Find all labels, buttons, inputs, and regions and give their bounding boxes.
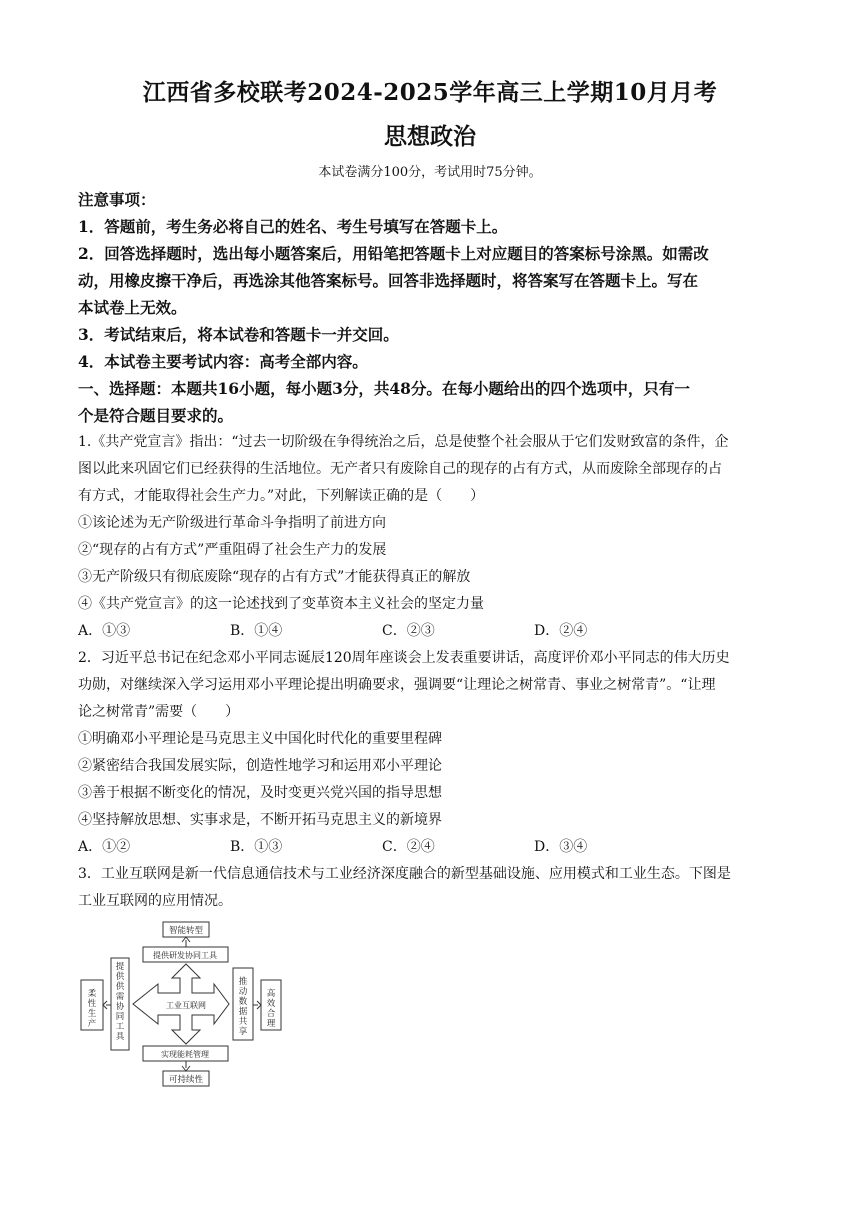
q2-stem: 功勋，对继续深入学习运用邓小平理论提出明确要求，强调要“让理论之树常青、事业之树常青”。“让理 xyxy=(78,677,716,693)
q2-option-c: C．②④ xyxy=(382,839,435,855)
q2-option-b: B．①③ xyxy=(230,839,283,855)
q2-option-d: D．③④ xyxy=(534,839,588,855)
q2-statement: ②紧密结合我国发展实际，创造性地学习和运用邓小平理论 xyxy=(78,758,442,774)
bottom-box-text: 可持续性 xyxy=(168,1075,204,1085)
q2-statement: ①明确邓小平理论是马克思主义中国化时代化的重要里程碑 xyxy=(78,731,442,747)
exam-info: 本试卷满分100分，考试用时75分钟。 xyxy=(318,165,542,180)
top-box-text: 智能转型 xyxy=(168,926,204,936)
q1-option-a: A．①③ xyxy=(78,623,131,639)
q2-stem: 论之树常青”需要（ ） xyxy=(78,704,240,720)
notice-item: 本试卷上无效。 xyxy=(78,298,187,317)
q3-stem: 工业互联网的应用情况。 xyxy=(78,893,232,909)
q1-statement: ③无产阶级只有彻底废除“现存的占有方式”才能获得真正的解放 xyxy=(78,569,471,585)
exam-title: 江西省多校联考2024-2025学年高三上学期10月月考 xyxy=(142,79,718,106)
q1-stem: 有方式，才能取得社会生产力。”对此，下列解读正确的是（ ） xyxy=(78,488,485,504)
q1-stem: 1.《共产党宣言》指出：“过去一切阶级在争得统治之后，总是使整个社会服从于它们发财致富的条件，企 xyxy=(78,434,729,450)
left-box-text: 柔性生产 xyxy=(87,989,97,1029)
q1-statement: ④《共产党宣言》的这一论述找到了变革资本主义社会的坚定力量 xyxy=(78,596,484,612)
q2-statement: ③善于根据不断变化的情况，及时变更兴党兴国的指导思想 xyxy=(78,785,442,801)
q2-stem: 2．习近平总书记在纪念邓小平同志诞辰120周年座谈会上发表重要讲话，高度评价邓小平同志的伟大历史 xyxy=(78,650,730,666)
top-bar-text: 提供研发协同工具 xyxy=(153,951,217,960)
notice-heading: 注意事项： xyxy=(78,190,156,209)
right-bar-text: 推动数据共享 xyxy=(238,977,248,1037)
q1-statement: ①该论述为无产阶级进行革命斗争指明了前进方向 xyxy=(78,515,386,531)
q2-option-a: A．①② xyxy=(78,839,131,855)
q1-option-c: C．②③ xyxy=(382,623,435,639)
notice-item: 1．答题前，考生务必将自己的姓名、考生号填写在答题卡上。 xyxy=(78,217,508,236)
notice-item: 动，用橡皮擦干净后，再选涂其他答案标号。回答非选择题时，将答案写在答题卡上。写在 xyxy=(78,271,699,290)
notice-item: 4．本试卷主要考试内容：高考全部内容。 xyxy=(78,352,368,371)
right-box-text: 高效合理 xyxy=(266,989,276,1029)
q2-statement: ④坚持解放思想、实事求是，不断开拓马克思主义的新境界 xyxy=(78,812,442,828)
notice-item: 2．回答选择题时，选出每小题答案后，用铅笔把答题卡上对应题目的答案标号涂黑。如需改 xyxy=(78,244,709,263)
industrial-internet-diagram xyxy=(78,920,288,1090)
q1-stem: 图以此来巩固它们已经获得的生活地位。无产者只有废除自己的现存的占有方式，从而废除全部现存的占 xyxy=(78,461,722,477)
subject-title: 思想政治 xyxy=(384,123,476,150)
section-heading: 一、选择题：本题共16小题，每小题3分，共48分。在每小题给出的四个选项中，只有一 xyxy=(78,379,690,398)
left-bar-text: 提供供需协同工具 xyxy=(115,962,125,1042)
q3-stem: 3．工业互联网是新一代信息通信技术与工业经济深度融合的新型基础设施、应用模式和工业生态。下图是 xyxy=(78,866,731,882)
section-heading-cont: 个是符合题目要求的。 xyxy=(78,406,234,425)
notice-item: 3．考试结束后，将本试卷和答题卡一并交回。 xyxy=(78,325,399,344)
q1-option-b: B．①④ xyxy=(230,623,283,639)
bottom-bar-text: 实现能耗管理 xyxy=(161,1050,209,1059)
q1-statement: ②“现存的占有方式”严重阻碍了社会生产力的发展 xyxy=(78,542,387,558)
center-text: 工业互联网 xyxy=(166,1001,206,1010)
q1-option-d: D．②④ xyxy=(534,623,588,639)
